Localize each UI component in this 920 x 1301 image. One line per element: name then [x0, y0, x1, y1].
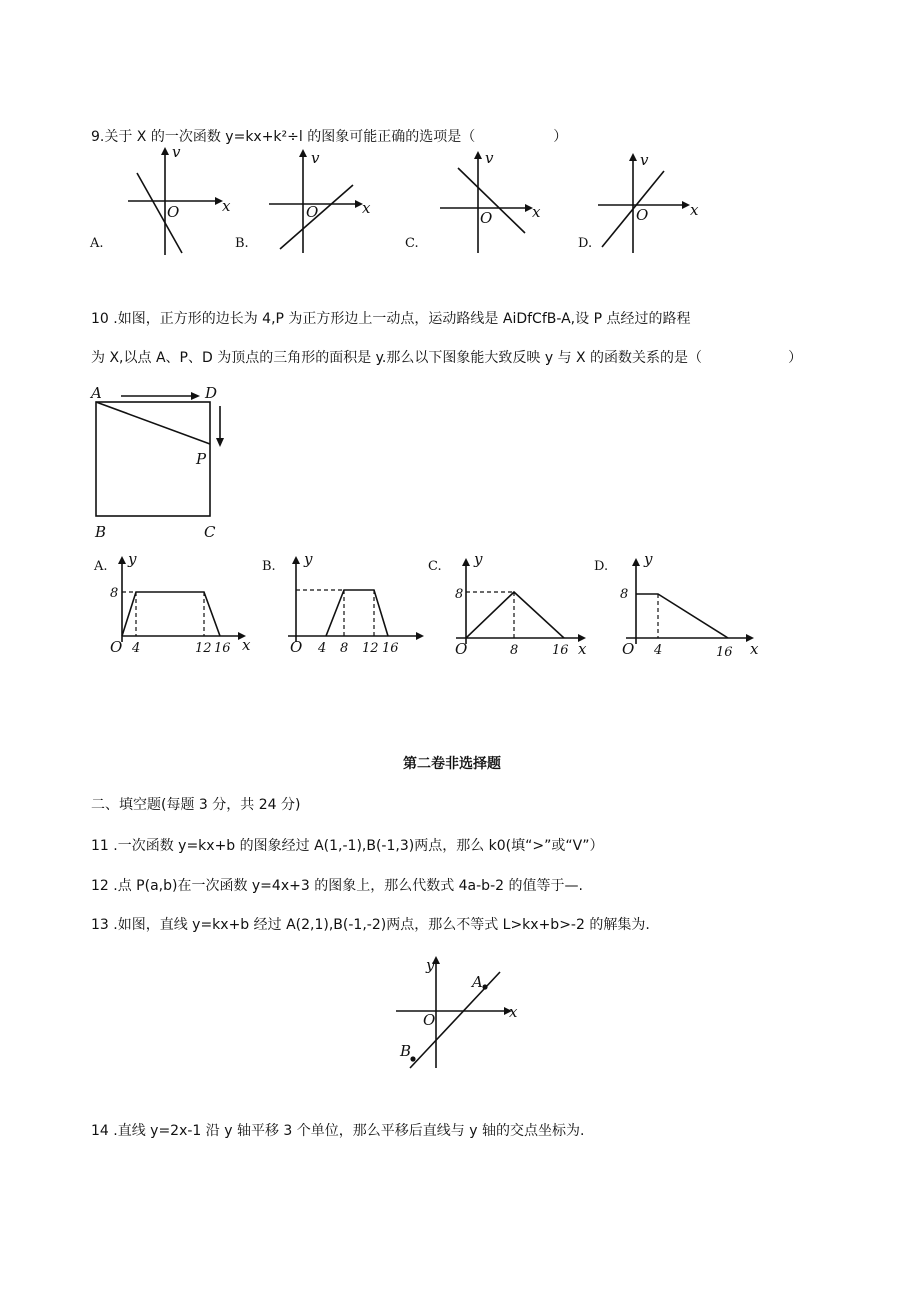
origin-label: O — [455, 640, 468, 658]
x-tick-12: 12 — [362, 641, 379, 656]
x-tick-4: 4 — [132, 641, 141, 656]
q13-figure — [392, 950, 532, 1070]
y-tick-8: 8 — [455, 587, 464, 602]
y-axis-label: v — [485, 149, 494, 167]
vertex-a-label: A — [91, 384, 102, 402]
origin-label: O — [622, 640, 635, 658]
x-tick-12: 12 — [195, 641, 212, 656]
y-axis-label: y — [426, 956, 435, 974]
y-tick-8: 8 — [110, 586, 119, 601]
x-axis-label: x — [222, 197, 231, 215]
option-d-label: D. — [578, 236, 593, 251]
q9-graph-d — [578, 145, 708, 255]
y-axis-label: y — [644, 550, 653, 568]
section-title: 第二卷非选择题 — [403, 756, 501, 772]
origin-label: O — [306, 203, 319, 221]
q10-graph-b — [258, 550, 428, 660]
x-tick-4: 4 — [654, 643, 663, 658]
q11-text: 11 .一次函数 y=kx+b 的图象经过 A(1,-1),B(-1,3)两点，那么 k0(填“>”或“V”） — [91, 838, 604, 854]
option-a-label: A. — [90, 236, 104, 251]
q9-graph-c — [405, 145, 541, 255]
q14-text: 14 .直线 y=2x-1 沿 y 轴平移 3 个单位，那么平移后直线与 y 轴的交点坐标为. — [91, 1123, 585, 1139]
q10-graph-d — [594, 552, 769, 662]
vertex-c-label: C — [204, 523, 216, 541]
x-tick-16: 16 — [552, 643, 569, 658]
q10-square-figure — [88, 380, 238, 540]
q9-graph-a — [90, 143, 231, 255]
q13-text: 13 .如图，直线 y=kx+b 经过 A(2,1),B(-1,-2)两点，那么不等式 L>kx+b>-2 的解集为. — [91, 917, 650, 933]
option-b-label: B. — [262, 559, 276, 574]
q10-line2: 为 X,以点 A、P、D 为顶点的三角形的面积是 y.那么以下图象能大致反映 y 与 X 的函数关系的是（ ） — [91, 350, 803, 366]
section-heading: 二、填空题(每题 3 分，共 24 分) — [91, 797, 301, 813]
x-axis-label: x — [242, 636, 251, 654]
option-c-label: C. — [428, 559, 442, 574]
vertex-b-label: B — [95, 523, 107, 541]
vertex-d-label: D — [205, 384, 218, 402]
x-axis-label: x — [362, 199, 371, 217]
q12-text: 12 .点 P(a,b)在一次函数 y=4x+3 的图象上，那么代数式 4a-b-2 的值等于—. — [91, 878, 583, 894]
x-tick-8: 8 — [340, 641, 349, 656]
origin-label: O — [167, 203, 180, 221]
point-b-label: B — [400, 1042, 412, 1060]
x-tick-16: 16 — [716, 645, 733, 660]
y-axis-label: y — [474, 550, 483, 568]
y-axis-label: y — [128, 550, 137, 568]
q9-text: 9.关于 X 的一次函数 y=kx+k²÷l 的图象可能正确的选项是（ ） — [91, 129, 568, 145]
option-b-label: B. — [235, 236, 249, 251]
q10-line1: 10 .如图，正方形的边长为 4,P 为正方形边上一动点，运动路线是 AiDfCfB-A,设 P 点经过的路程 — [91, 311, 691, 327]
x-axis-label: x — [532, 203, 541, 221]
option-d-label: D. — [594, 559, 609, 574]
origin-label: O — [423, 1011, 436, 1029]
x-axis-label: x — [690, 201, 699, 219]
y-tick-8: 8 — [620, 587, 629, 602]
q10-graph-c — [428, 552, 598, 662]
origin-label: O — [636, 206, 649, 224]
y-axis-label: v — [311, 149, 320, 167]
x-tick-4: 4 — [318, 641, 327, 656]
y-axis-label: y — [304, 550, 313, 568]
origin-label: O — [110, 638, 123, 656]
origin-label: O — [480, 209, 493, 227]
q10-graph-a — [90, 552, 260, 662]
origin-label: O — [290, 638, 303, 656]
point-p-label: P — [196, 450, 207, 468]
option-c-label: C. — [405, 236, 419, 251]
x-tick-16: 16 — [382, 641, 399, 656]
x-axis-label: x — [750, 640, 759, 658]
q9-graph-b — [233, 145, 371, 255]
y-axis-label: v — [172, 143, 181, 161]
point-a-label: A — [472, 973, 483, 991]
x-axis-label: x — [509, 1003, 518, 1021]
x-tick-8: 8 — [510, 643, 519, 658]
x-tick-16: 16 — [214, 641, 231, 656]
x-axis-label: x — [578, 640, 587, 658]
option-a-label: A. — [94, 559, 108, 574]
y-axis-label: v — [640, 151, 649, 169]
